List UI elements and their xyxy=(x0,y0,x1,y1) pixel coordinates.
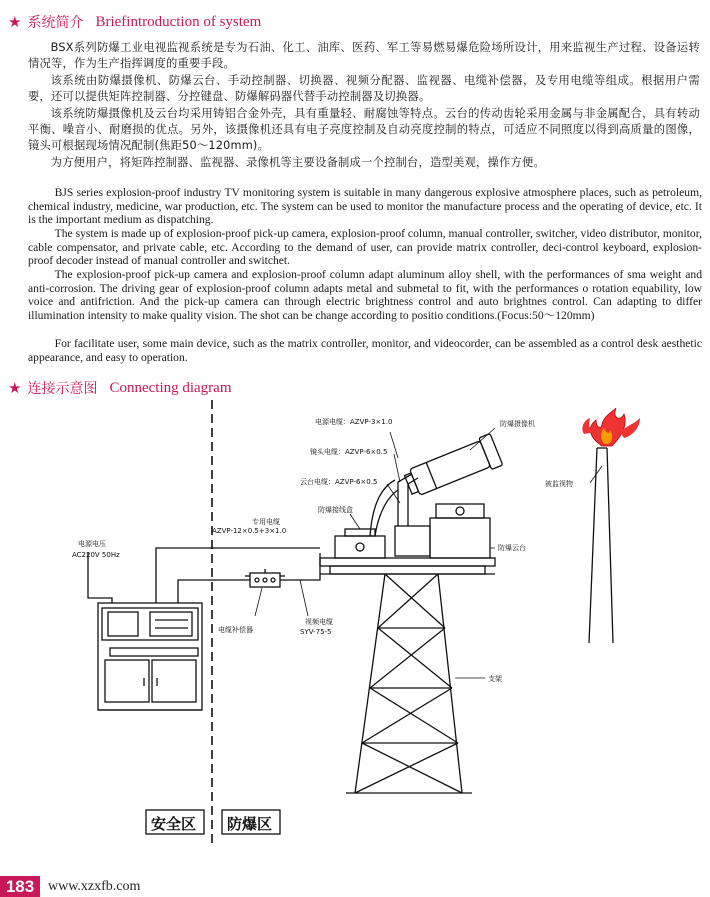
en-paragraph-3: The explosion-proof pick-up camera and explosion-proof column adapt aluminum alloy shell, with the performances of sma weight and anti-corrosion. The driving gear of explosion-proof column adapts metal and submetal to fit, with the performances o rotation equability, low voice and antifriction. And the pick-up camera can through electric brightness control and auto brightnes control. Can adapting to differ illumination intensity to make quality vision. The shot can be change according to positio conditions.(Focus:50～120mm) xyxy=(28,268,702,323)
tower-support xyxy=(346,574,472,793)
special-cable-title: 专用电缆 xyxy=(252,518,280,526)
section-title-en: Briefintroduction of system xyxy=(95,13,262,30)
special-cable-spec: AZVP-12×0.5+3×1.0 xyxy=(212,527,287,535)
page-number: 183 xyxy=(0,876,40,897)
cn-paragraph-4: 为方便用户，将矩阵控制器、监视器、录像机等主要设备制成一个控制台，造型美观，操作方便。 xyxy=(50,156,545,169)
video-cable-spec: SYV-75-5 xyxy=(300,628,332,636)
explosion-zone-label: 防爆区 xyxy=(227,815,273,833)
special-cable-line xyxy=(156,548,320,603)
camera-label: 防爆摄像机 xyxy=(500,420,535,428)
junction-box-label: 防爆接线盒 xyxy=(318,506,353,514)
video-cable-line-b xyxy=(280,553,320,580)
pan-tilt-label: 防爆云台 xyxy=(498,544,526,552)
lens-cable-label: 镜头电缆：AZVP-6×0.5 xyxy=(310,448,388,456)
flame-icon xyxy=(582,408,640,446)
junction-box xyxy=(335,529,385,558)
power-cable-label: 电源电缆：AZVP-3×1.0 xyxy=(315,418,393,426)
pan-tilt-cable-label: 云台电缆：AZVP-6×0.5 xyxy=(300,478,378,486)
section-title-introduction xyxy=(8,12,261,32)
star-icon: ★ xyxy=(8,379,22,397)
section-title-cn: 系统简介 xyxy=(27,15,84,31)
platform xyxy=(320,558,495,574)
control-desk xyxy=(98,603,202,710)
power-line xyxy=(88,552,112,603)
star-icon: ★ xyxy=(8,13,22,31)
cable-compensator-label: 电缆补偿器 xyxy=(218,626,253,634)
connecting-diagram xyxy=(0,398,710,868)
power-voltage-title: 电源电压 xyxy=(78,540,106,548)
explosion-proof-camera xyxy=(402,434,503,501)
en-paragraph-2: The system is made up of explosion-proof pick-up camera, explosion-proof column, manual controller, switcher, video distributor, monitor, cable compensator, and private cable, etc. According to the demand of user, can provide matrix controller, deci-control keyboard, explosion-proof decoder instead of manual controller and switchet. xyxy=(28,227,702,268)
cable-compensator xyxy=(245,569,285,587)
safe-zone-label: 安全区 xyxy=(151,815,197,833)
monitor-screen xyxy=(108,612,138,636)
cn-paragraph-1: BSX系列防爆工业电视监视系统是专为石油、化工、油库、医药、军工等易燃易爆危险场所设计，用来监视生产过程、设备运转情况等，作为生产指挥调度的重要手段。 xyxy=(28,41,700,70)
cn-paragraph-2: 该系统由防爆摄像机、防爆云台、手动控制器、切换器、视频分配器、监视器、电缆补偿器，及专用电缆等组成。根据用户需要，还可以提供矩阵控制器、分控键盘、防爆解码器代替手动控制器及切换器。 xyxy=(28,74,700,103)
section-title-cn: 连接示意图 xyxy=(27,381,98,397)
monitored-object-label: 被监视物 xyxy=(545,480,573,488)
lens-cable-line xyxy=(370,480,395,536)
support-label: 支架 xyxy=(488,675,502,683)
section-title-en: Connecting diagram xyxy=(109,379,232,396)
en-paragraph-4: For facilitate user, some main device, such as the matrix controller, monitor, and videocorder, can be assembled as a control desk aesthetic appearance, and easy to operation. xyxy=(28,337,702,364)
section-title-diagram xyxy=(8,378,232,398)
video-cable-title: 视频电缆 xyxy=(305,618,333,626)
video-cable-line-a xyxy=(178,580,250,603)
cn-paragraph-3: 该系统防爆摄像机及云台均采用铸铝合金外壳，具有重量轻、耐腐蚀等特点。云台的传动齿轮采用金属与非金属配合，具有转动平衡、噪音小、耐磨损的优点。另外，该摄像机还具有电子亮度控制及自动亮度控制的特点，可适应不同照度以得到高质量的图像，镜头可根据现场情况配制(焦距50～120mm)。 xyxy=(28,107,700,152)
website-url[interactable]: www.xzxfb.com xyxy=(48,879,141,894)
chimney xyxy=(589,448,597,643)
power-voltage-spec: AC220V 50Hz xyxy=(72,551,120,559)
en-paragraph-1: BJS series explosion-proof industry TV monitoring system is suitable in many dangerous explosive atmosphere places, such as petroleum, chemical industry, medicine, war production, etc. The system can be used to monitor the manufacture process and the operating of device, etc. It is the important medium as dispatching. xyxy=(28,186,702,227)
pan-tilt-unit xyxy=(395,504,490,558)
